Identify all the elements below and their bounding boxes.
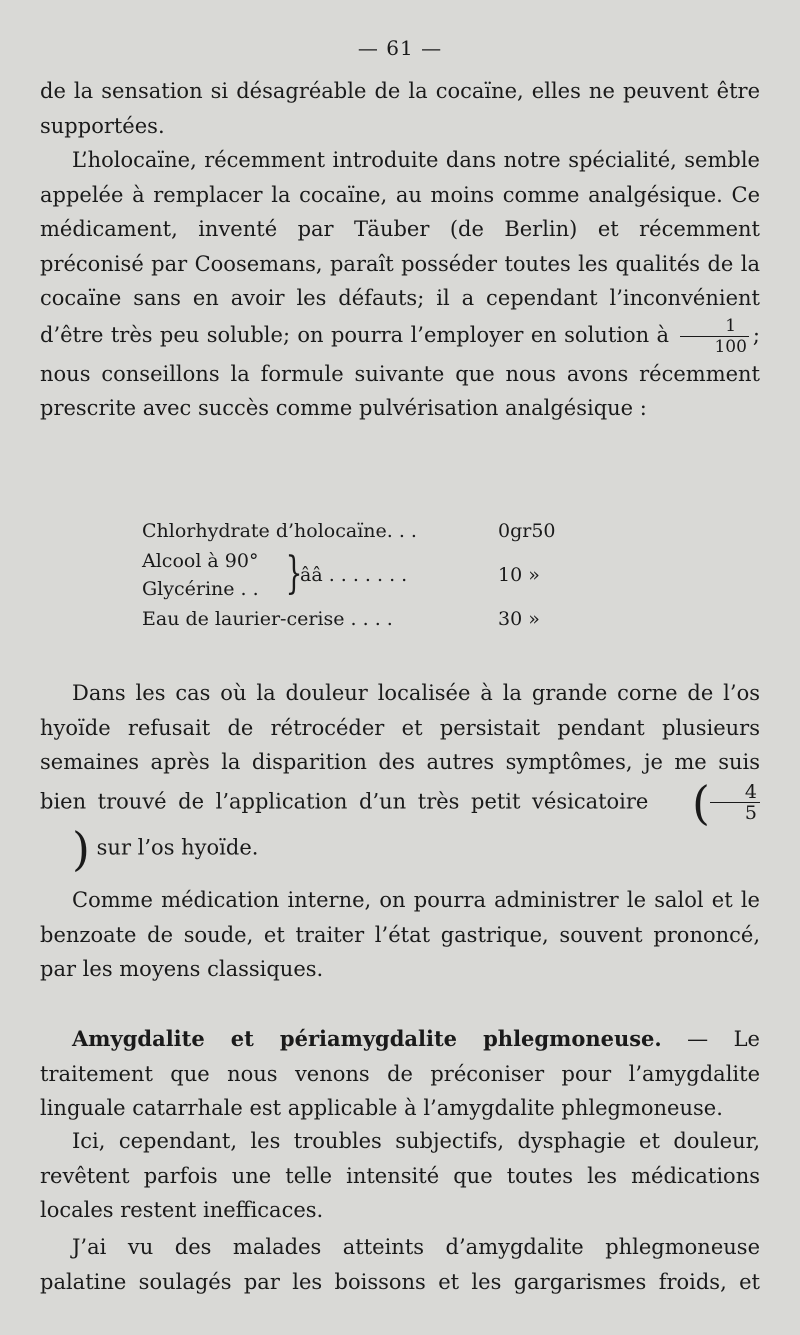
fraction-4-5 bbox=[710, 782, 760, 823]
paragraph-3-text-before: Dans les cas où la douleur localisée à la grande corne de l’os hyoïde refusait de rétrocéder et persistait pendant plusieurs semaines après la disparition des autres symptômes, je me suis bien trouvé de l’application d’un très petit vésicatoire bbox=[40, 681, 760, 813]
fraction-numerator: 1 bbox=[680, 316, 748, 337]
brace-icon: } bbox=[285, 548, 303, 599]
formula-row-2b-label: Glycérine . . bbox=[142, 578, 259, 600]
fraction-1-100 bbox=[680, 316, 748, 357]
fraction-denominator: 100 bbox=[714, 336, 747, 357]
paragraph-5 bbox=[40, 1022, 760, 1126]
paren-close-icon: ) bbox=[72, 821, 90, 876]
paragraph-5-text: — Le traitement que nous venons de préconiser pour l’amygdalite linguale catarrhale est applicable à l’amygdalite phlegmoneuse. bbox=[40, 1027, 760, 1120]
formula-row-2-mid: ââ . . . . . . . bbox=[300, 564, 408, 586]
formula-row-1-label: Chlorhydrate d’holocaïne. . . bbox=[142, 520, 417, 542]
formula-row-1-value: 0gr50 bbox=[498, 520, 556, 542]
formula-row-2-value: 10 » bbox=[498, 564, 540, 586]
paren-open-icon: ( bbox=[691, 775, 710, 830]
formula-row-3-value: 30 » bbox=[498, 608, 540, 630]
paragraph-2-text-before: L’holocaïne, récemment introduite dans notre spécialité, semble appelée à remplacer la cocaïne, au moins comme analgésique. Ce médicament, inventé par Täuber (de Berlin) et récemment préconisé par Coosemans, paraît posséder toutes les qualités de la cocaïne sans en avoir les défauts; il a cependant l’inconvénient d’être très peu soluble; on pourra l’employer en solution à bbox=[40, 148, 760, 347]
paragraph-7: J’ai vu des malades atteints d’amygdalite phlegmoneuse palatine soulagés par les boissons et les gargarismes froids, et bbox=[40, 1235, 760, 1294]
fraction-denominator: 5 bbox=[744, 802, 757, 824]
paragraph-1: de la sensation si désagréable de la cocaïne, elles ne peuvent être supportées. bbox=[40, 79, 760, 138]
paragraph-6: Ici, cependant, les troubles subjectifs, dysphagie et douleur, revêtent parfois une telle intensité que toutes les médications locales restent inefficaces. bbox=[40, 1129, 760, 1222]
paragraph-2 bbox=[40, 143, 760, 426]
fraction-numerator: 4 bbox=[710, 782, 760, 803]
paragraph-3 bbox=[40, 676, 760, 876]
section-heading: Amygdalite et périamygdalite phlegmoneuse. bbox=[72, 1026, 662, 1051]
formula-row-3-label: Eau de laurier-cerise . . . . bbox=[142, 608, 393, 630]
formula-row-2a-label: Alcool à 90° bbox=[142, 550, 259, 572]
page-number: — 61 — bbox=[357, 36, 443, 60]
paragraph-3-text-after: sur l’os hyoïde. bbox=[96, 835, 259, 859]
paragraph-2-text-after: ; nous conseillons la formule suivante que nous avons récemment prescrite avec succès comme pulvérisation analgésique : bbox=[40, 322, 760, 420]
paragraph-4: Comme médication interne, on pourra administrer le salol et le benzoate de soude, et traiter l’état gastrique, souvent prononcé, par les moyens classiques. bbox=[40, 888, 760, 981]
